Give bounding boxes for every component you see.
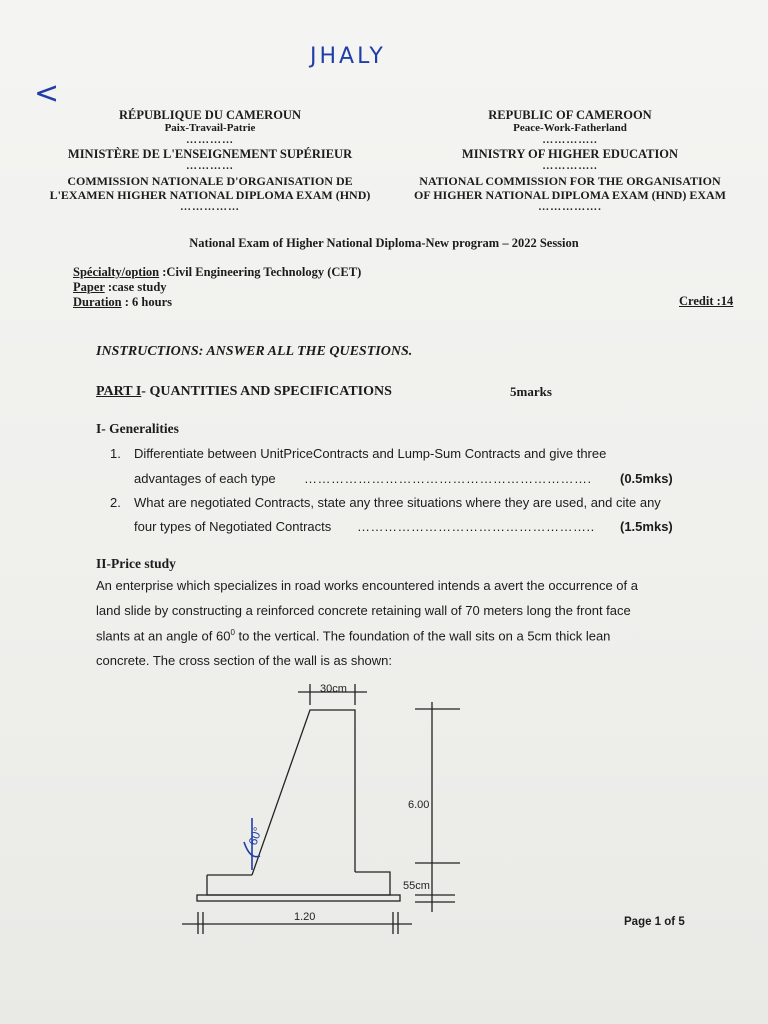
motto-fr: Paix-Travail-Patrie — [164, 122, 256, 134]
q2-number: 2. — [110, 495, 121, 510]
price-study-line4: concrete. The cross section of the wall is as shown: — [96, 653, 393, 668]
height-label: 6.00 — [408, 799, 430, 811]
q1-marks: (0.5mks) — [620, 471, 673, 486]
separator-dots: ……………. — [538, 201, 602, 213]
price-study-line3-b: to the vertical. The foundation of the wall sits on a 5cm thick lean — [234, 628, 611, 644]
commission-fr-line1: COMMISSION NATIONALE D'ORGANISATION DE — [67, 174, 353, 188]
price-study-line2: land slide by constructing a reinforced concrete retaining wall of 70 meters long the front face — [96, 603, 631, 618]
motto-en: Peace-Work-Fatherland — [513, 122, 627, 134]
country-en: REPUBLIC OF CAMEROON — [488, 108, 652, 122]
paper-label: Paper — [73, 280, 105, 294]
price-study-line3-a: slants at an angle of 60 — [96, 628, 231, 644]
credit-value: Credit :14 — [679, 294, 734, 308]
duration-label: Duration — [73, 295, 122, 309]
exam-title: National Exam of Higher National Diploma-New program – 2022 Session — [189, 236, 579, 250]
handwritten-mark: < — [34, 76, 60, 111]
separator-dots: ………….. — [542, 134, 598, 146]
paper-value: :case study — [104, 280, 167, 294]
angle-label: 60° — [245, 825, 266, 848]
commission-en-line2: OF HIGHER NATIONAL DIPLOMA EXAM (HND) EXAM — [414, 188, 726, 202]
country-fr: RÉPUBLIQUE DU CAMEROUN — [119, 108, 301, 122]
separator-dots: ………… — [186, 134, 234, 146]
base-width-label: 1.20 — [294, 911, 316, 923]
duration-value: : 6 hours — [121, 295, 172, 309]
ministry-en: MINISTRY OF HIGHER EDUCATION — [461, 147, 679, 161]
commission-en-line1: NATIONAL COMMISSION FOR THE ORGANISATION — [419, 174, 721, 188]
commission-fr-line2: L'EXAMEN HIGHER NATIONAL DIPLOMA EXAM (HND) — [49, 188, 371, 202]
q1-line2-text: advantages of each type — [134, 471, 276, 486]
q2-marks: (1.5mks) — [620, 519, 673, 534]
part1-marks: 5marks — [510, 384, 552, 399]
part1-title: - QUANTITIES AND SPECIFICATIONS — [141, 384, 392, 399]
handwritten-name: JHALY — [310, 44, 386, 69]
separator-dots: …………… — [180, 201, 240, 213]
q1-line1: Differentiate between UnitPriceContracts and Lump-Sum Contracts and give three — [134, 446, 607, 461]
lean-concrete-layer — [197, 895, 400, 901]
q2-line2: four types of Negotiated Contracts — [134, 519, 332, 534]
price-study-line1: An enterprise which specializes in road works encountered intends a avert the occurrence of a — [96, 578, 638, 593]
q2-dot-leader: …………………………………………….. — [357, 519, 595, 534]
specialty-label: Spécialty/option — [73, 265, 160, 279]
wall-stem-outline — [252, 710, 355, 875]
instructions: INSTRUCTIONS: ANSWER ALL THE QUESTIONS. — [96, 344, 413, 359]
specialty-value: :Civil Engineering Technology (CET) — [159, 265, 362, 279]
page-number: Page 1 of 5 — [624, 916, 685, 928]
q1-number: 1. — [110, 446, 121, 461]
separator-dots: ………… — [186, 160, 234, 172]
base-thickness-label: 55cm — [403, 880, 430, 892]
separator-dots: ………….. — [542, 160, 598, 172]
degree-superscript: 0 — [230, 628, 235, 637]
q1-dot-leader: ………………………………………………………. — [304, 471, 592, 486]
q2-line1: What are negotiated Contracts, state any three situations where they are used, and cite any — [134, 495, 661, 510]
part1-label: PART I — [96, 384, 142, 399]
price-study-heading: II-Price study — [96, 556, 176, 571]
top-width-label: 30cm — [320, 683, 347, 695]
generalities-heading: I- Generalities — [96, 421, 179, 436]
ministry-fr: MINISTÈRE DE L'ENSEIGNEMENT SUPÉRIEUR — [67, 147, 353, 161]
